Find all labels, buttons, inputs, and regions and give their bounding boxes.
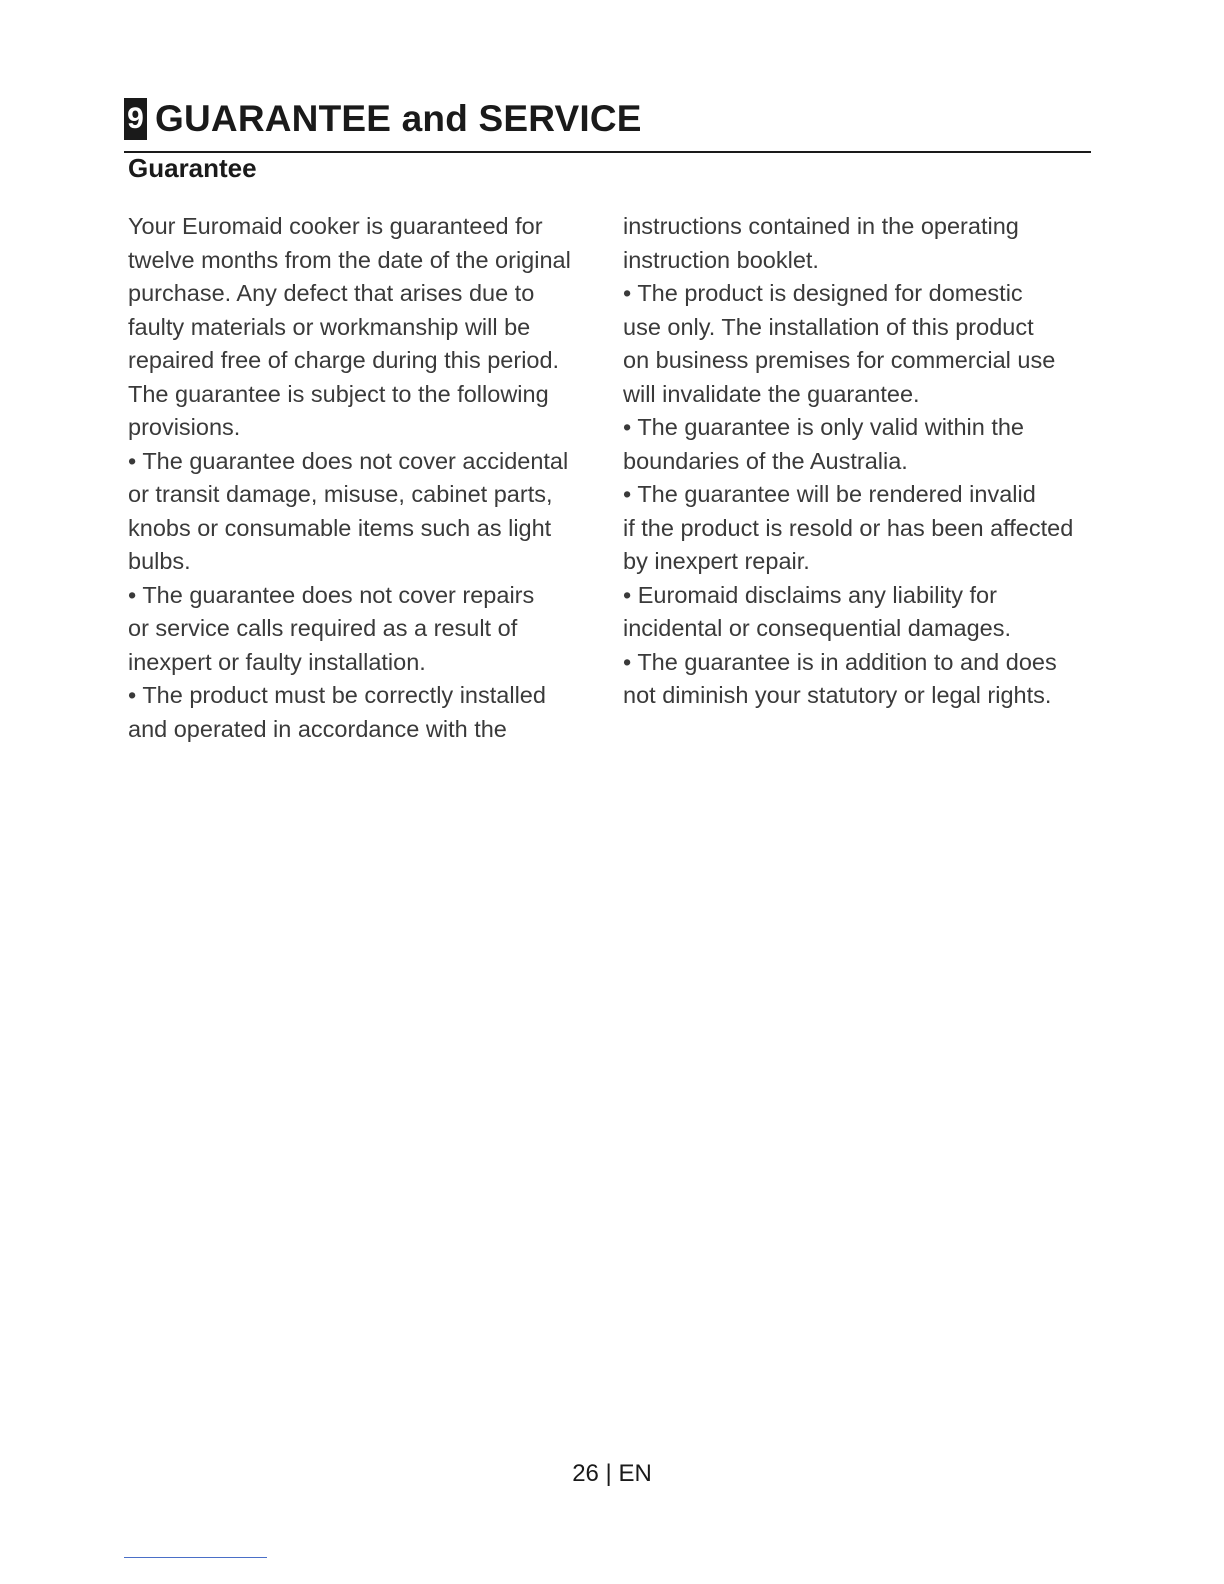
page-title: GUARANTEE and SERVICE	[155, 98, 642, 139]
left-line: The guarantee is subject to the following	[128, 380, 549, 407]
right-line: instructions contained in the operating	[623, 213, 1019, 239]
left-line: twelve months from the date of the original	[128, 246, 571, 273]
page-footer: 26 | EN	[572, 1460, 652, 1487]
right-line: • The guarantee is in addition to and does	[623, 648, 1057, 675]
left-line: faulty materials or workmanship will be	[128, 313, 531, 340]
left-line: inexpert or faulty installation.	[128, 648, 426, 675]
right-line: use only. The installation of this product	[623, 313, 1034, 340]
right-line: by inexpert repair.	[623, 548, 810, 574]
right-text-column	[623, 210, 1093, 713]
left-line: or service calls required as a result of	[128, 615, 518, 641]
left-line: • The guarantee does not cover repairs	[128, 581, 535, 608]
right-line: • Euromaid disclaims any liability for	[623, 581, 997, 608]
left-line: and operated in accordance with the	[128, 715, 507, 742]
section-number-badge: 9	[124, 98, 147, 140]
left-line: • The guarantee does not cover accidental	[128, 447, 569, 474]
left-text-column	[128, 210, 598, 746]
right-line: on business premises for commercial use	[623, 347, 1056, 373]
right-line: • The guarantee is only valid within the	[623, 414, 1025, 440]
right-line: will invalidate the guarantee.	[623, 380, 920, 407]
right-line: • The guarantee will be rendered invalid	[623, 481, 1036, 507]
left-line: or transit damage, misuse, cabinet parts,	[128, 481, 553, 507]
left-line: repaired free of charge during this period.	[128, 347, 560, 373]
right-line: not diminish your statutory or legal rights.	[623, 682, 1052, 708]
left-line: Your Euromaid cooker is guaranteed for	[128, 213, 543, 239]
right-line: boundaries of the Australia.	[623, 447, 908, 474]
left-line: provisions.	[128, 414, 241, 440]
right-line: if the product is resold or has been affected	[623, 514, 1074, 541]
left-line: • The product must be correctly installed	[128, 682, 546, 708]
footer-divider	[124, 1557, 267, 1558]
right-line: incidental or consequential damages.	[623, 615, 1012, 641]
left-line: purchase. Any defect that arises due to	[128, 280, 535, 306]
title-divider	[124, 151, 1091, 153]
left-line: knobs or consumable items such as light	[128, 514, 552, 541]
right-line: instruction booklet.	[623, 246, 819, 273]
left-line: bulbs.	[128, 548, 191, 574]
section-header	[124, 98, 642, 140]
section-subtitle: Guarantee	[128, 153, 257, 183]
right-line: • The product is designed for domestic	[623, 280, 1023, 306]
